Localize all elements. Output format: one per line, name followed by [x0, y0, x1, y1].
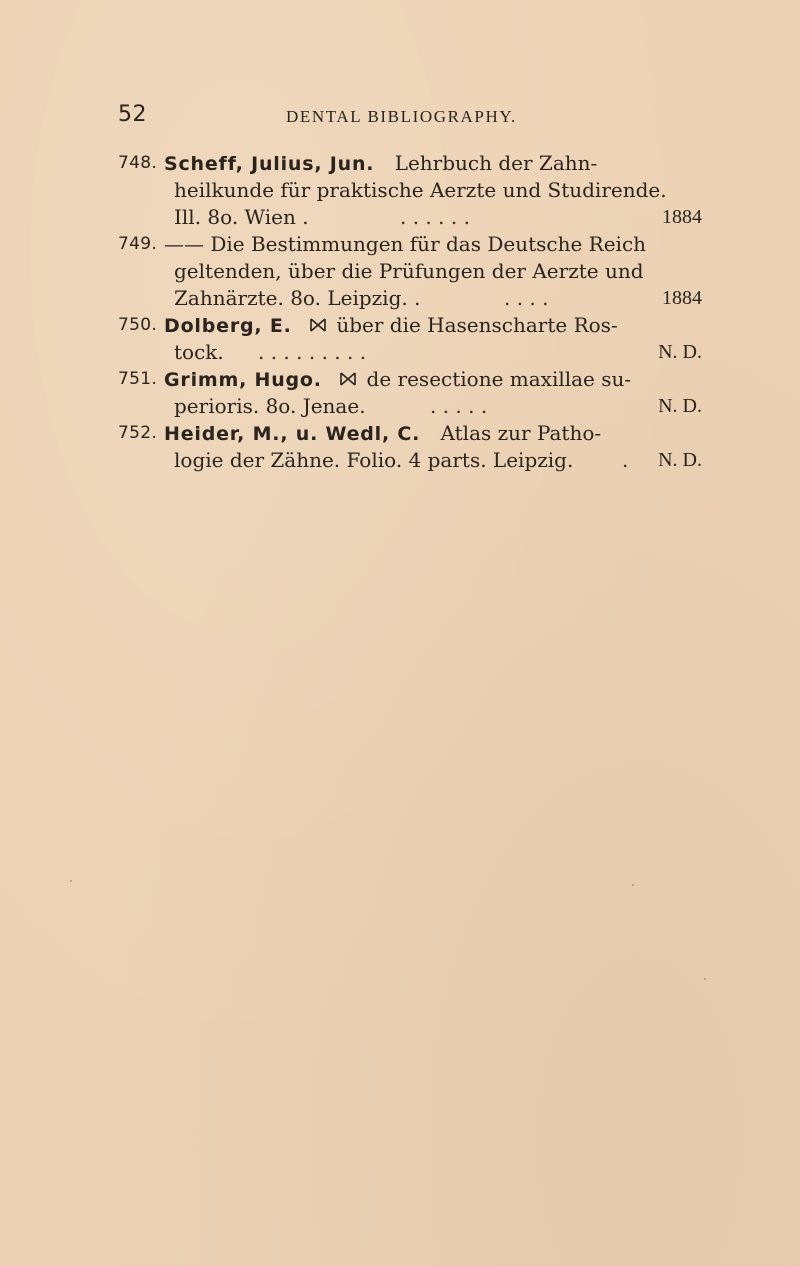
- running-head: DENTAL BIBLIOGRAPHY.: [286, 107, 517, 126]
- entry-title: Atlas zur Patho-: [440, 421, 602, 445]
- entry-title: über die Hasenscharte Ros-: [336, 313, 618, 337]
- leader-dots: . . . . . . . . .: [258, 340, 367, 364]
- cross-mark-icon: [340, 371, 356, 387]
- entry-author: Heider, M., u. Wedl, C.: [164, 423, 421, 445]
- entry-imprint: Ill. 8o. Wien .: [174, 205, 309, 229]
- entry-title-continued: heilkunde für praktische Aerzte und Studirende.: [174, 178, 667, 202]
- leader-dots: .: [622, 448, 629, 472]
- leader-dots: . . . .: [504, 286, 549, 310]
- bibliography-entry: [0, 312, 800, 366]
- entry-title: —— Die Bestimmungen für das Deutsche Reich: [164, 232, 647, 256]
- entry-number: 751.: [118, 369, 158, 389]
- entry-imprint: logie der Zähne. Folio. 4 parts. Leipzig.: [174, 448, 574, 472]
- entry-imprint: perioris. 8o. Jenae.: [174, 394, 366, 418]
- bibliography-entry: [0, 150, 800, 231]
- entry-number: 752.: [118, 423, 158, 443]
- entry-imprint: Zahnärzte. 8o. Leipzig. .: [174, 286, 421, 310]
- entry-number: 748.: [118, 153, 158, 173]
- bibliography-entry: [0, 366, 800, 420]
- entry-year: 1884: [662, 287, 702, 309]
- entry-status: N. D.: [658, 395, 702, 417]
- entry-author: Scheff, Julius, Jun.: [164, 153, 375, 175]
- entry-number: 749.: [118, 234, 158, 254]
- entry-title: Lehrbuch der Zahn-: [394, 151, 598, 175]
- page-header: [118, 102, 718, 132]
- entry-author: Dolberg, E.: [164, 315, 292, 337]
- cross-mark-icon: [310, 317, 326, 333]
- leader-dots: . . . . .: [430, 394, 488, 418]
- entry-imprint: tock.: [174, 340, 224, 364]
- entry-status: N. D.: [658, 341, 702, 363]
- entry-title-continued: geltenden, über die Prüfungen der Aerzte und: [174, 259, 644, 283]
- entry-number: 750.: [118, 315, 158, 335]
- bibliography-entry: [0, 420, 800, 474]
- bibliography-entry: [0, 231, 800, 312]
- entry-author: Grimm, Hugo.: [164, 369, 322, 391]
- bibliography-list: [0, 150, 800, 474]
- page-number: 52: [118, 102, 147, 127]
- entry-title: de resectione maxillae su-: [366, 367, 632, 391]
- entry-status: N. D.: [658, 449, 702, 471]
- paper-speck: [70, 880, 72, 882]
- entry-year: 1884: [662, 206, 702, 228]
- paper-speck: [632, 884, 634, 886]
- leader-dots: . . . . . .: [400, 205, 470, 229]
- paper-speck: [704, 978, 706, 980]
